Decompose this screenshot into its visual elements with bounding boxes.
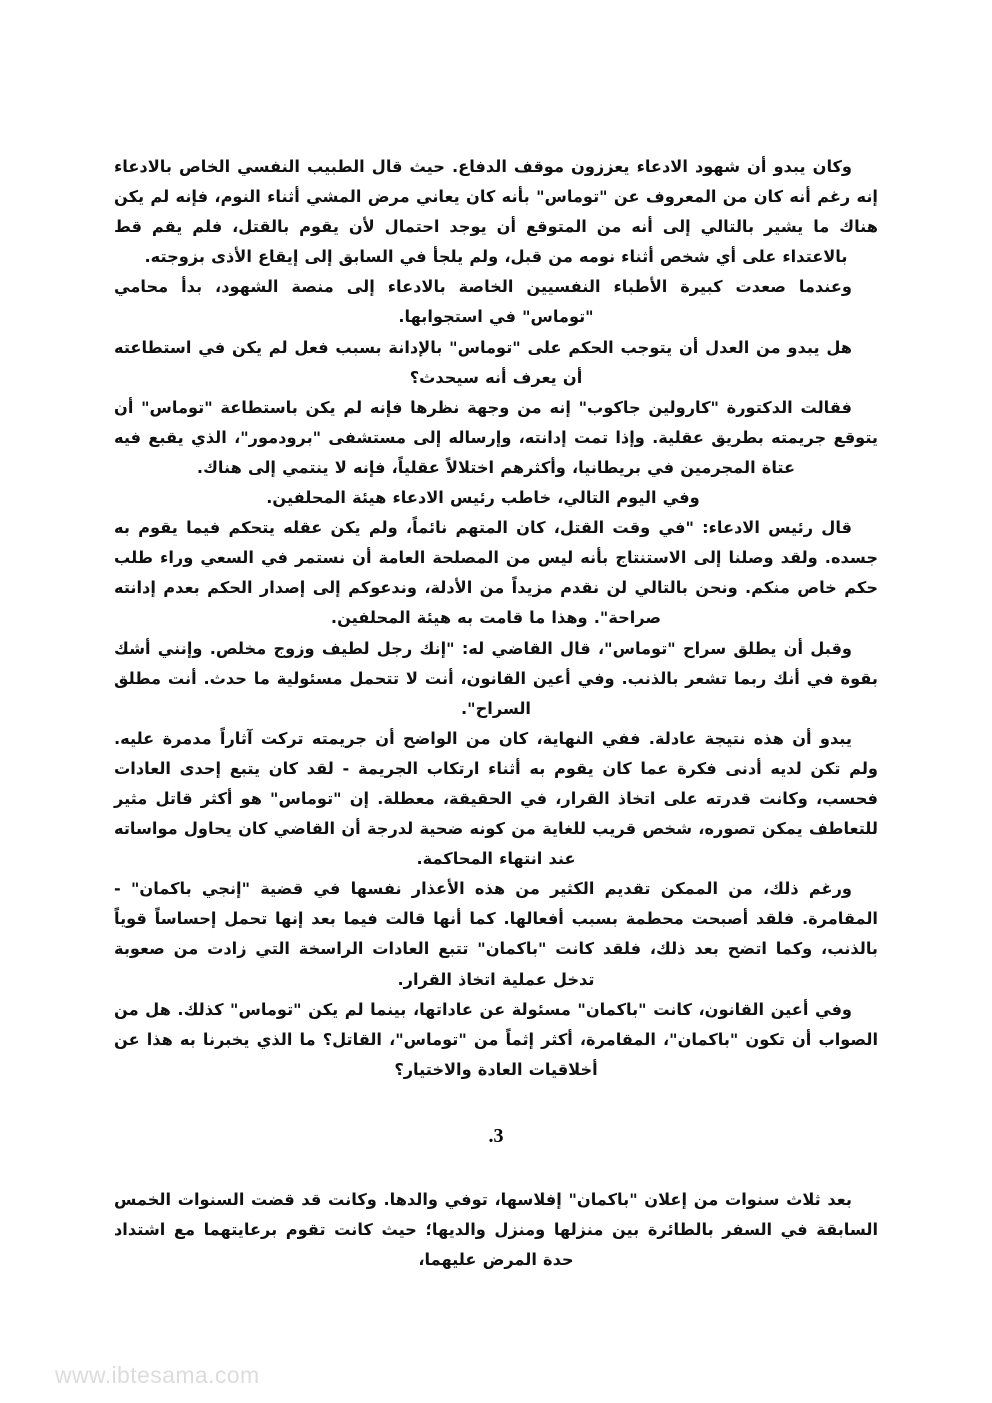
paragraph-2: وعندما صعدت كبيرة الأطباء النفسيين الخاصة بالادعاء إلى منصة الشهود، بدأ محامي "توماس" في استجوابها. xyxy=(114,277,852,327)
paragraph-8: يبدو أن هذه نتيجة عادلة. ففي النهاية، كان من الواضح أن جريمته تركت آثاراً مدمرة عليه. ولم تكن لديه أدنى فكرة عما كان يقوم به أثناء ارتكاب الجريمة - لقد كان يتبع إحدى العادات فحسب، وكانت قدرته على اتخاذ القرار، في الحقيقة، معطلة. إن "توماس" هو أكثر قاتل مثير للتعاطف يمكن تصوره، شخص قريب للغاية من كونه ضحية لدرجة أن القاضي كان يحاول مواساته عند انتهاء المحاكمة. xyxy=(114,728,878,869)
site-watermark: www.ibtesama.com xyxy=(55,1362,260,1388)
section-heading: 3. xyxy=(488,1124,504,1147)
paragraph-1: وكان يبدو أن شهود الادعاء يعززون موقف الدفاع. حيث قال الطبيب النفسي الخاص بالادعاء إنه رغم أنه كان من المعروف عن "توماس" بأنه كان يعاني مرض المشي أثناء النوم، فإنه لم يكن هناك ما يشير بالتالي إلى أنه من المتوقع أن يوجد احتمال لأن يقوم بالقتل، فلم يقم قط بالاعتداء على أي شخص أثناء نومه من قبل، ولم يلجأ في السابق إلى إيقاع الأذى بزوجته. xyxy=(114,157,878,267)
paragraph-10: وفي أعين القانون، كانت "باكمان" مسئولة عن عاداتها، بينما لم يكن "توماس" كذلك. هل من الصواب أن تكون "باكمان"، المقامرة، أكثر إثماً من "توماس"، القاتل؟ ما الذي يخبرنا به هذا عن أخلاقيات العادة والاختيار؟ xyxy=(114,999,878,1079)
heading-bottom-spacer xyxy=(114,1151,878,1185)
paragraph-9: ورغم ذلك، من الممكن تقديم الكثير من هذه الأعذار نفسها في قضية "إنجي باكمان" - المقامرة. فلقد أصبحت محطمة بسبب أفعالها. كما أنها قالت فيما بعد إنها تحمل إحساساً قوياً بالذنب، وكما اتضح بعد ذلك، فلقد كانت "باكمان" تتبع العادات الراسخة التي زادت من صعوبة تدخل عملية اتخاذ القرار. xyxy=(114,879,878,989)
paragraph-11: بعد ثلاث سنوات من إعلان "باكمان" إفلاسها، توفي والدها. وكانت قد قضت السنوات الخمس السابقة في السفر بالطائرة بين منزلها ومنزل والديها؛ حيث كانت تقوم برعايتهما مع اشتداد حدة المرض عليهما، xyxy=(114,1189,878,1270)
page-content xyxy=(114,152,878,1275)
paragraph-6: قال رئيس الادعاء: "في وقت القتل، كان المتهم نائماً، ولم يكن عقله يتحكم فيما يقوم به جسده. ولقد وصلنا إلى الاستنتاج بأنه ليس من المصلحة العامة أن نستمر في السعي وراء طلب حكم خاص منكم. ونحن بالتالي لن نقدم مزيداً من الأدلة، وندعوكم إلى إصدار الحكم بعدم إدانته صراحة". وهذا ما قامت به هيئة المحلفين. xyxy=(114,518,878,628)
paragraph-5: وفي اليوم التالي، خاطب رئيس الادعاء هيئة المحلفين. xyxy=(266,488,700,508)
paragraph-3: هل يبدو من العدل أن يتوجب الحكم على "توماس" بالإدانة بسبب فعل لم يكن في استطاعته أن يعرف أنه سيحدث؟ xyxy=(114,337,852,387)
heading-top-spacer xyxy=(114,1085,878,1121)
paragraph-4: فقالت الدكتورة "كارولين جاكوب" إنه من وجهة نظرها فإنه لم يكن باستطاعة "توماس" أن يتوقع جريمته بطريق عقلية. وإذا تمت إدانته، وإرساله إلى مستشفى "برودمور"، الذي يقبع فيه عتاة المجرمين في بريطانيا، وأكثرهم اختلالاً عقلياً، فإنه لا ينتمي إلى هناك. xyxy=(114,397,878,477)
paragraph-7: وقبل أن يطلق سراح "توماس"، قال القاضي له: "إنك رجل لطيف وزوج مخلص. وإنني أشك بقوة في أنك ربما تشعر بالذنب. وفي أعين القانون، أنت لا تتحمل مسئولية ما حدث. أنت مطلق السراح". xyxy=(114,638,878,718)
